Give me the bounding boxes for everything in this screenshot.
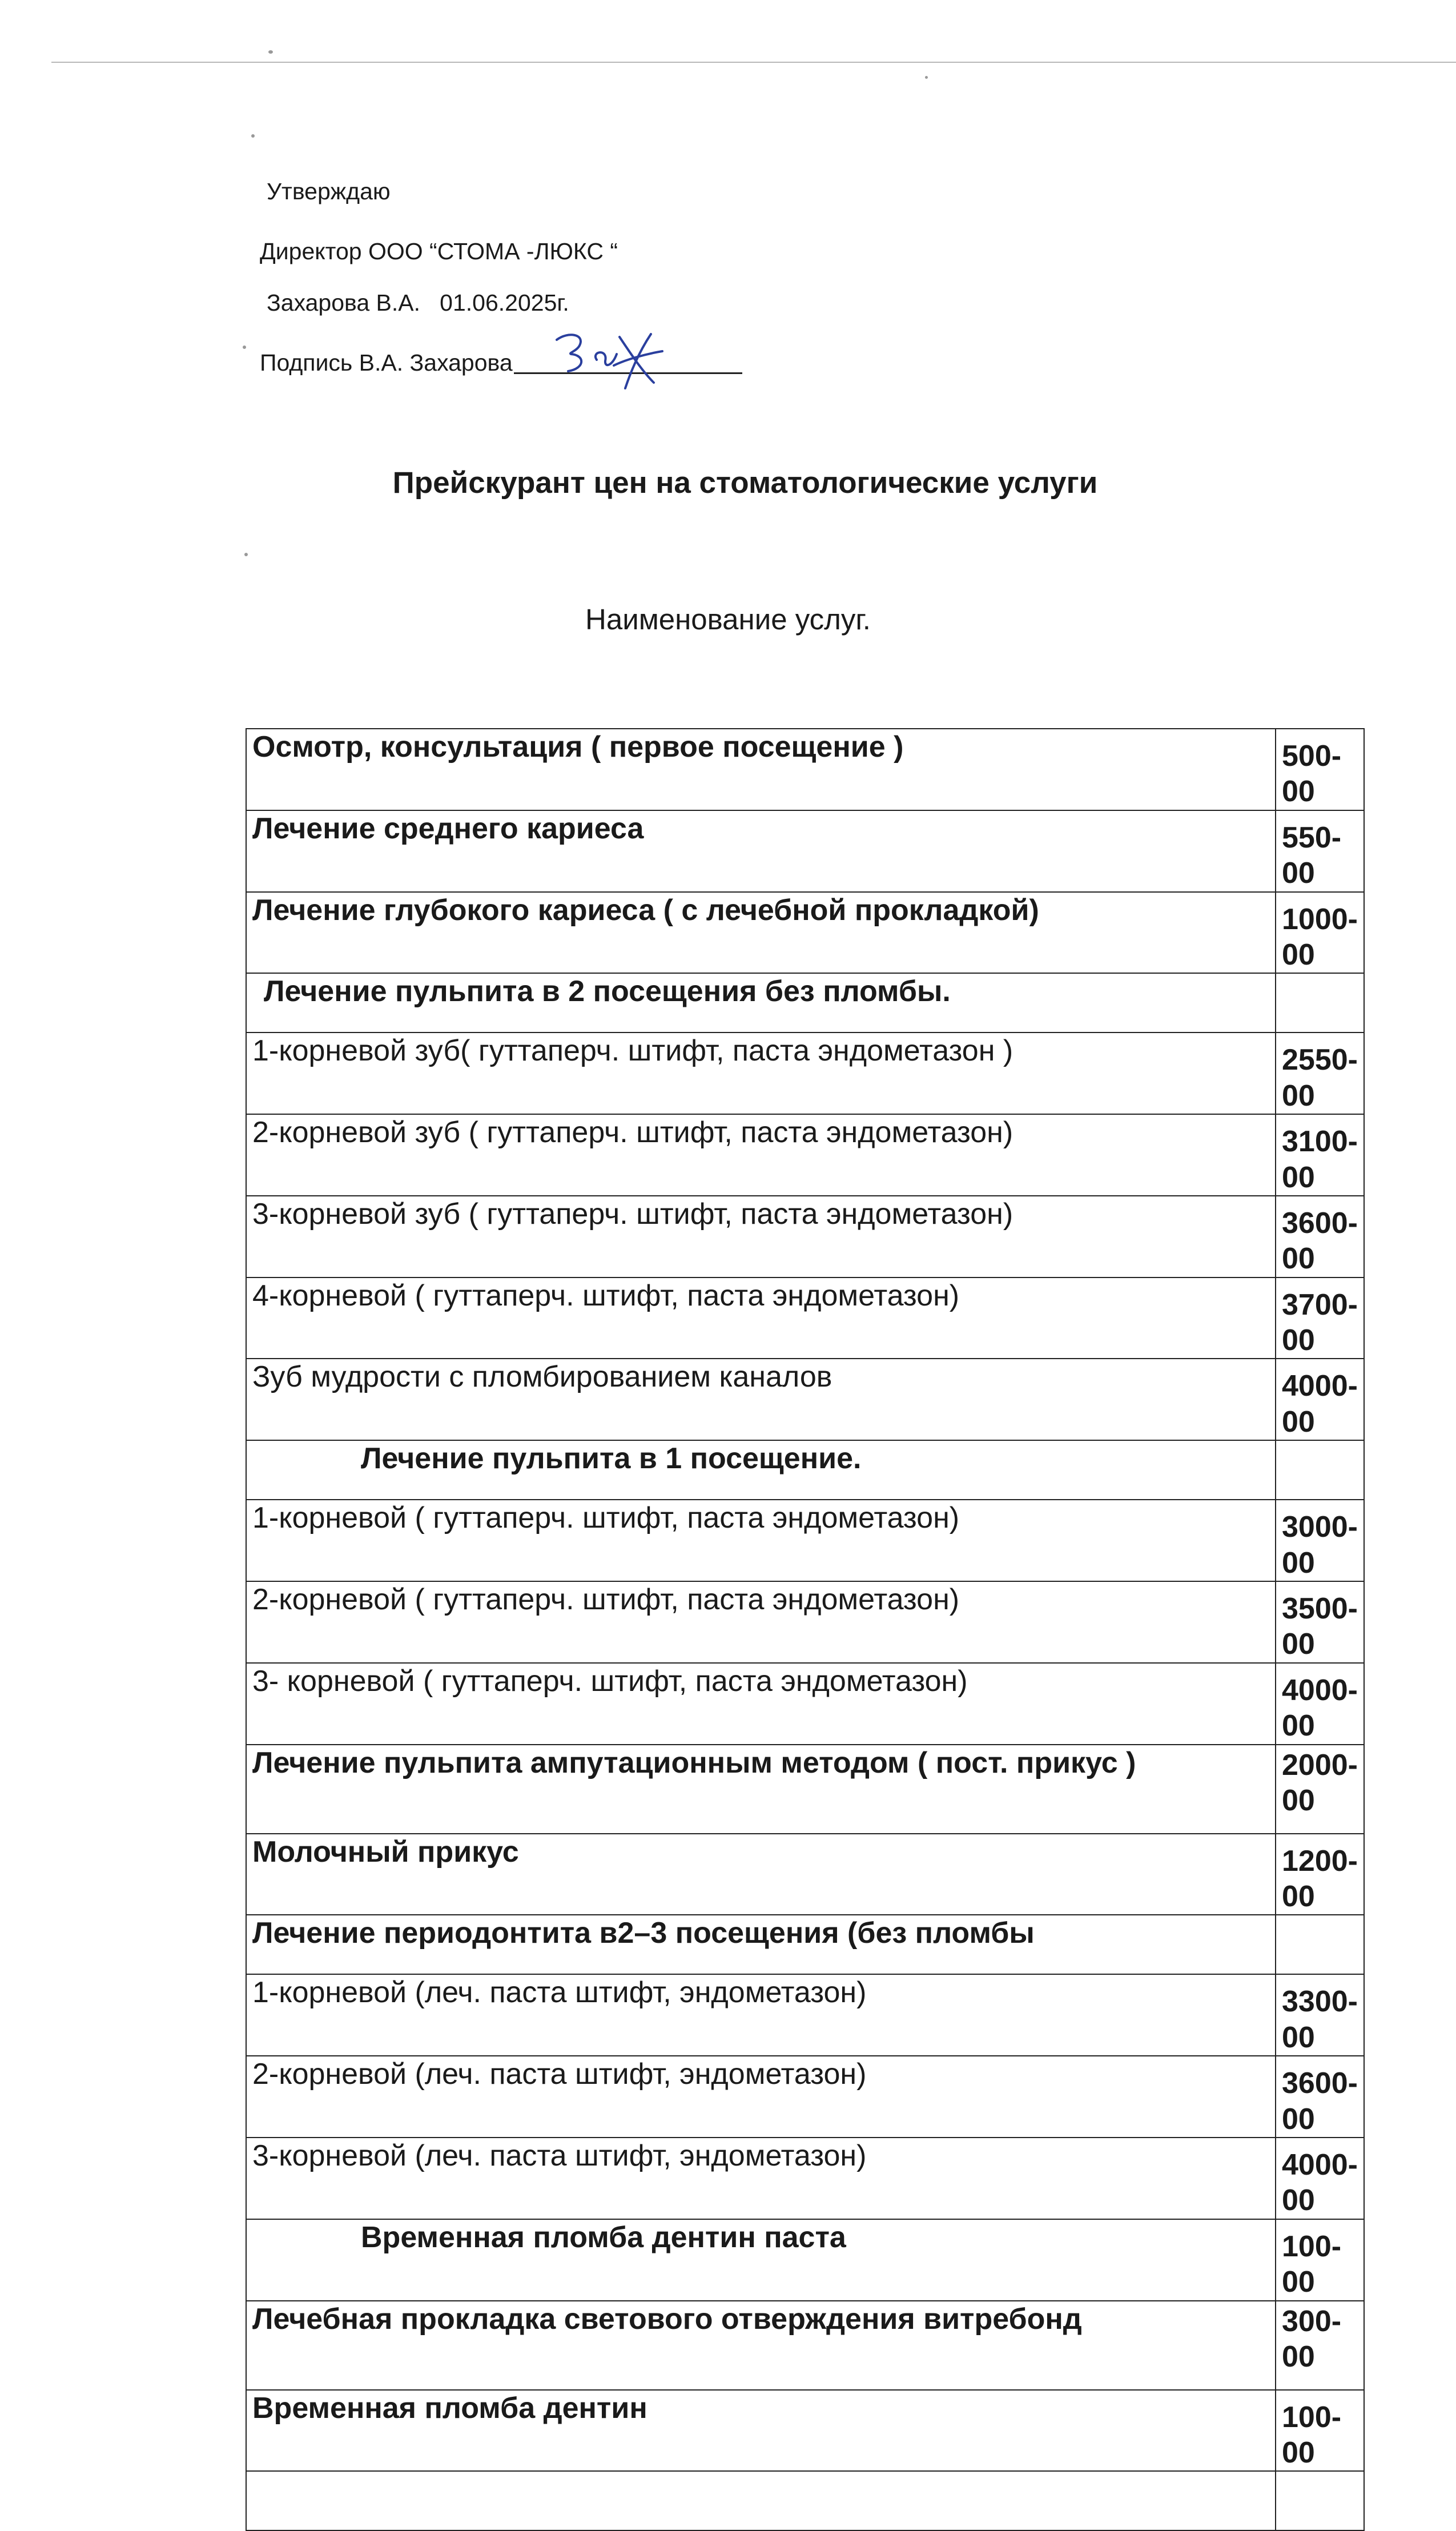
- price-cell: 3600-00: [1276, 2056, 1364, 2138]
- approval-director: Директор ООО “СТОМА -ЛЮКС “: [260, 238, 618, 264]
- table-row: [246, 2219, 1364, 2301]
- table-row: [246, 729, 1364, 810]
- service-cell: 2-корневой зуб ( гуттаперч. штифт, паста эндометазон): [246, 1114, 1276, 1196]
- table-row: [246, 1834, 1364, 1915]
- price-cell: 3600-00: [1276, 1196, 1364, 1277]
- table-row-empty: [246, 2471, 1364, 2530]
- table-row: [246, 2138, 1364, 2219]
- price-cell: 500-00: [1276, 729, 1364, 810]
- service-cell: Лечение глубокого кариеса ( с лечебной прокладкой): [246, 892, 1276, 974]
- price-cell: 3300-00: [1276, 1974, 1364, 2056]
- scan-speck: [251, 134, 255, 138]
- table-row: [246, 1359, 1364, 1440]
- scan-speck: [243, 345, 246, 349]
- service-cell: 3-корневой зуб ( гуттаперч. штифт, паста эндометазон): [246, 1196, 1276, 1277]
- service-cell: 1-корневой ( гуттаперч. штифт, паста эндометазон): [246, 1500, 1276, 1581]
- price-cell: [1276, 973, 1364, 1033]
- service-cell: 4-корневой ( гуттаперч. штифт, паста эндометазон): [246, 1277, 1276, 1359]
- table-row: [246, 2390, 1364, 2472]
- service-cell: 1-корневой (леч. паста штифт, эндометазон): [246, 1974, 1276, 2056]
- price-cell: 2000-00: [1276, 1745, 1364, 1834]
- price-cell: [1276, 1440, 1364, 1500]
- price-cell: 550-00: [1276, 810, 1364, 892]
- table-row: [246, 1033, 1364, 1114]
- approval-name-date: Захарова В.А. 01.06.2025г.: [267, 290, 569, 316]
- table-row: [246, 1581, 1364, 1663]
- table-row: [246, 1500, 1364, 1581]
- table-section-row: [246, 973, 1364, 1033]
- price-cell: 3500-00: [1276, 1581, 1364, 1663]
- price-cell: 100-00: [1276, 2390, 1364, 2472]
- scan-speck: [244, 553, 248, 556]
- price-cell: 4000-00: [1276, 2138, 1364, 2219]
- table-row: [246, 892, 1364, 974]
- table-row: [246, 1745, 1364, 1834]
- price-cell: 4000-00: [1276, 1663, 1364, 1745]
- service-cell: [246, 2471, 1276, 2530]
- section-heading-cell: Лечение пульпита в 2 посещения без пломбы.: [246, 973, 1276, 1033]
- price-cell: 1200-00: [1276, 1834, 1364, 1915]
- price-cell: 2550-00: [1276, 1033, 1364, 1114]
- table-row: [246, 810, 1364, 892]
- price-cell: 3700-00: [1276, 1277, 1364, 1359]
- section-heading-cell: Лечение пульпита в 1 посещение.: [246, 1440, 1276, 1500]
- handwritten-signature: [545, 320, 671, 394]
- service-cell: Зуб мудрости с пломбированием каналов: [246, 1359, 1276, 1440]
- service-cell: Осмотр, консультация ( первое посещение ): [246, 729, 1276, 810]
- price-cell: 4000-00: [1276, 1359, 1364, 1440]
- table-row: [246, 1114, 1364, 1196]
- table-row: [246, 1196, 1364, 1277]
- service-cell: 3-корневой (леч. паста штифт, эндометазон): [246, 2138, 1276, 2219]
- service-cell: 3- корневой ( гуттаперч. штифт, паста эндометазон): [246, 1663, 1276, 1745]
- table-section-row: [246, 1915, 1364, 1974]
- service-cell: Временная пломба дентин: [246, 2390, 1276, 2472]
- price-cell: 300-00: [1276, 2301, 1364, 2390]
- table-row: [246, 1663, 1364, 1745]
- table-row: [246, 2301, 1364, 2390]
- approval-heading: Утверждаю: [267, 178, 391, 204]
- service-cell: Временная пломба дентин паста: [246, 2219, 1276, 2301]
- table-row: [246, 1277, 1364, 1359]
- approval-signature-label: Подпись В.А. Захарова: [260, 349, 513, 376]
- price-table: [246, 728, 1365, 2531]
- price-cell: 100-00: [1276, 2219, 1364, 2301]
- price-cell: 1000-00: [1276, 892, 1364, 974]
- table-row: [246, 1974, 1364, 2056]
- service-cell: 1-корневой зуб( гуттаперч. штифт, паста эндометазон ): [246, 1033, 1276, 1114]
- price-cell: [1276, 1915, 1364, 1974]
- service-cell: Молочный прикус: [246, 1834, 1276, 1915]
- scan-speck: [268, 50, 273, 54]
- price-cell: 3100-00: [1276, 1114, 1364, 1196]
- service-cell: Лечение среднего кариеса: [246, 810, 1276, 892]
- price-cell: 3000-00: [1276, 1500, 1364, 1581]
- page-title: Прейскурант цен на стоматологические услуги: [392, 466, 1098, 500]
- table-row: [246, 2056, 1364, 2138]
- scan-speck: [925, 76, 928, 79]
- service-cell: 2-корневой ( гуттаперч. штифт, паста эндометазон): [246, 1581, 1276, 1663]
- service-cell: Лечение пульпита ампутационным методом ( пост. прикус ): [246, 1745, 1276, 1834]
- scan-edge-line: [51, 62, 1456, 63]
- section-heading-cell: Лечение периодонтита в2–3 посещения (без пломбы: [246, 1915, 1276, 1974]
- service-cell: 2-корневой (леч. паста штифт, эндометазон): [246, 2056, 1276, 2138]
- service-cell: Лечебная прокладка светового отверждения витребонд: [246, 2301, 1276, 2390]
- table-section-row: [246, 1440, 1364, 1500]
- price-cell: [1276, 2471, 1364, 2530]
- page-subtitle: Наименование услуг.: [585, 603, 871, 636]
